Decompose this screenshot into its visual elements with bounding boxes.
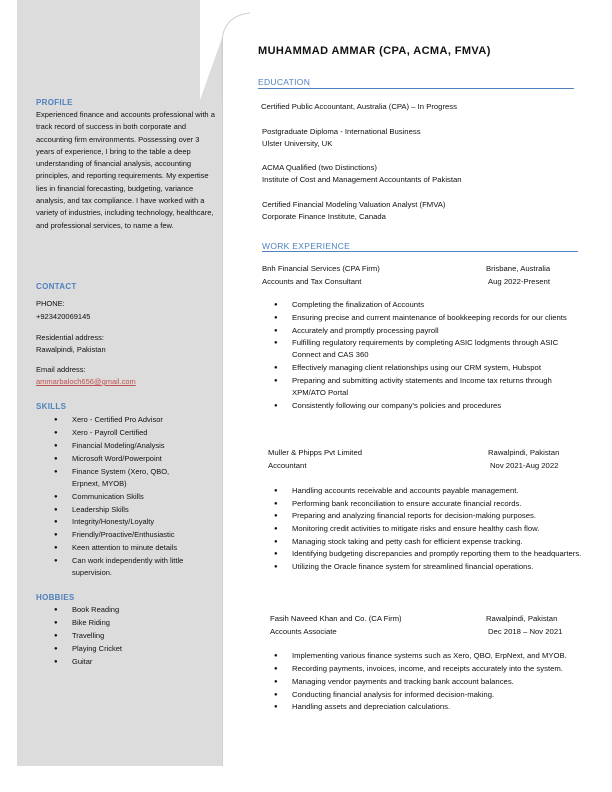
education-title: Certified Public Accountant, Australia (CPA) – In Progress [261, 102, 457, 111]
job-bullet: ● Managing vendor payments and tracking bank account balances. [260, 676, 584, 689]
job-bullet: ● Completing the finalization of Accounts [260, 299, 582, 312]
skill-item: ● Finance System (Xero, QBO, Erpnext, MYOB) [36, 466, 190, 490]
job-bullet: ● Handling accounts receivable and accounts payable management. [260, 485, 582, 498]
phone-label: PHONE: [36, 299, 65, 308]
job-role: Accountant [268, 461, 307, 470]
job-location: Rawalpindi, Pakistan [488, 448, 560, 457]
hobbies-list [36, 604, 216, 669]
skill-item: ● Leadership Skills [36, 504, 216, 517]
job-bullet: ● Recording payments, invoices, income, and receipts accurately into the system. [260, 663, 584, 675]
job-company: Muller & Phipps Pvt Limited [268, 448, 362, 457]
job-bullet: ● Identifying budgeting discrepancies and promptly reporting them to the headquarters. [260, 548, 582, 560]
hobby-item: ● Guitar [36, 656, 216, 669]
education-institution: Ulster University, UK [262, 139, 333, 148]
job-bullet: ● Implementing various finance systems such as Xero, QBO, ErpNext, and MYOB. [260, 650, 584, 662]
job-bullet: ● Fulfilling regulatory requirements by completing ASIC lodgments through ASIC Connect and CAS 360 [260, 337, 582, 361]
job-location: Brisbane, Australia [486, 264, 551, 273]
job-role: Accounts and Tax Consultant [262, 277, 362, 286]
hobbies-heading: HOBBIES [36, 593, 75, 602]
address-value: Rawalpindi, Pakistan [36, 345, 106, 354]
education-rule [258, 88, 574, 89]
education-title: Certified Financial Modeling Valuation Analyst (FMVA) [262, 200, 446, 209]
job-bullet: ● Utilizing the Oracle finance system for streamlined financial operations. [260, 561, 582, 574]
job-role: Accounts Associate [270, 627, 337, 636]
job-bullets [260, 299, 582, 413]
job-bullet: ● Conducting financial analysis for informed decision-making. [260, 689, 584, 702]
candidate-name: MUHAMMAD AMMAR (CPA, ACMA, FMVA) [258, 45, 491, 57]
hobby-item: ● Book Reading [36, 604, 216, 617]
job-bullet: ● Preparing and submitting activity statements and Income tax returns through XPM/ATO Portal [260, 375, 582, 399]
job-dates: Aug 2022-Present [488, 277, 550, 286]
job-company: Bnh Financial Services (CPA Firm) [262, 264, 380, 273]
skill-item: ● Keen attention to minute details [36, 542, 216, 555]
skill-item: ● Communication Skills [36, 491, 216, 504]
hobby-item: ● Bike Riding [36, 617, 216, 630]
education-institution: Corporate Finance Institute, Canada [262, 212, 386, 221]
job-bullet: ● Preparing and analyzing financial reports for decision-making purposes. [260, 510, 582, 523]
hobby-item: ● Travelling [36, 630, 216, 643]
education-title: ACMA Qualified (two Distinctions) [262, 163, 377, 172]
skill-item: ● Can work independently with little supervision. [36, 555, 220, 579]
email-link[interactable]: ammarbaloch656@gmail.com [36, 377, 136, 386]
skill-item: ● Xero - Certified Pro Advisor [36, 414, 216, 427]
contact-heading: CONTACT [36, 282, 77, 291]
job-bullet: ● Accurately and promptly processing payroll [260, 325, 582, 338]
job-bullet: ● Ensuring precise and current maintenance of bookkeeping records for our clients [260, 312, 582, 324]
job-bullets [260, 650, 584, 714]
skill-item: ● Integrity/Honesty/Loyalty [36, 516, 216, 529]
job-bullet: ● Monitoring credit activities to mitigate risks and ensure healthy cash flow. [260, 523, 582, 535]
address-label: Residential address: [36, 333, 104, 342]
job-bullet: ● Managing stock taking and petty cash for efficient expense tracking. [260, 536, 582, 549]
skills-heading: SKILLS [36, 402, 67, 411]
hobby-item: ● Playing Cricket [36, 643, 216, 656]
education-institution: Institute of Cost and Management Accountants of Pakistan [262, 175, 462, 184]
job-location: Rawalpindi, Pakistan [486, 614, 558, 623]
job-bullet: ● Effectively managing client relationships using our CRM system, Hubspot [260, 362, 582, 374]
experience-rule [262, 251, 578, 252]
job-dates: Nov 2021-Aug 2022 [490, 461, 559, 470]
skills-list [36, 414, 216, 579]
education-heading: EDUCATION [258, 77, 311, 87]
job-bullets [260, 485, 582, 574]
skill-item: ● Xero - Payroll Certified [36, 427, 216, 440]
job-bullet: ● Handling assets and depreciation calculations. [260, 701, 584, 714]
profile-text: Experienced finance and accounts professional with a track record of success in both corporate and accounting firm environments. Possessing over 3 years of experience, I bring to the table a deep understanding of financial analysis, accounting principles, and reporting requirements. My expertise lies in financial forecasting, budgeting, variance analysis, and tax compliance. I have worked with a variety of industries, including technology, healthcare, and professional services, to name a few. [36, 110, 215, 230]
skill-item: ● Financial Modeling/Analysis [36, 440, 216, 453]
job-dates: Dec 2018 – Nov 2021 [488, 627, 563, 636]
email-label: Email address: [36, 365, 86, 374]
phone-value: +923420069145 [36, 312, 91, 321]
skill-item: ● Microsoft Word/Powerpoint [36, 453, 216, 466]
experience-heading: WORK EXPERIENCE [262, 241, 351, 251]
job-bullet: ● Consistently following our company's policies and procedures [260, 400, 582, 413]
job-bullet: ● Performing bank reconciliation to ensure accurate financial records. [260, 498, 582, 511]
education-title: Postgraduate Diploma - International Business [262, 127, 421, 136]
skill-item: ● Friendly/Proactive/Enthusiastic [36, 529, 216, 542]
job-company: Fasih Naveed Khan and Co. (CA Firm) [270, 614, 402, 623]
profile-heading: PROFILE [36, 98, 73, 107]
